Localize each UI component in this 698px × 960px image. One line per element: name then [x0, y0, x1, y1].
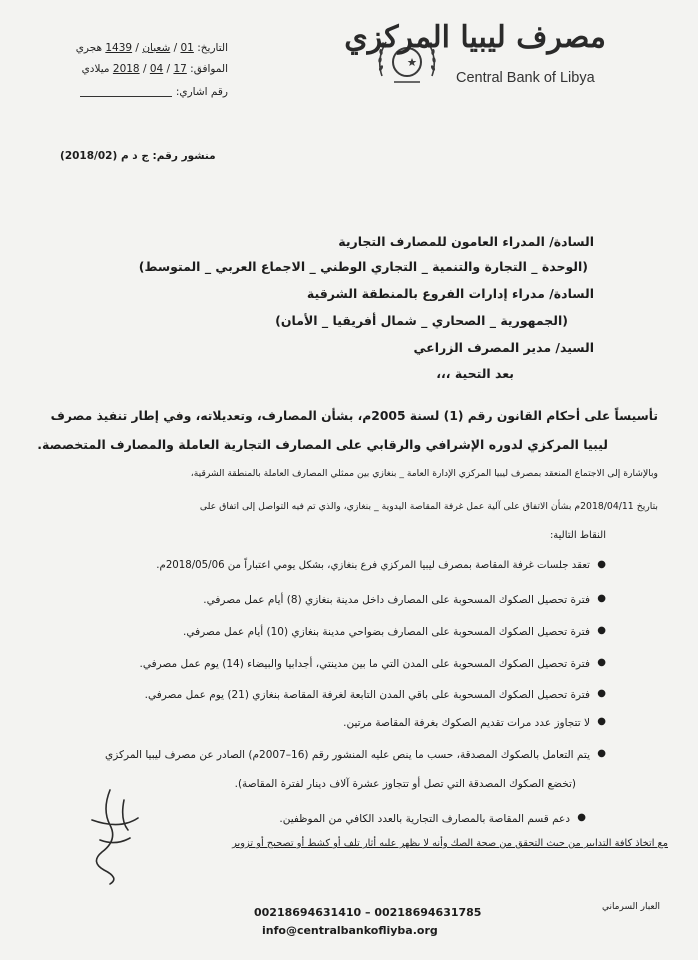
intro-line: ليبيا المركزي لدوره الإشرافي والرقابي على المصارف التجارية العاملة والمصارف المتخصصة.: [37, 437, 608, 452]
bullet-icon: ●: [597, 716, 606, 727]
meeting-line: وبالإشارة إلى الاجتماع المنعقد بمصرف ليبيا المركزي الإدارة العامة _ بنغازي بين ممثلي المصارف العاملة بالمنطقة الشرقية،: [190, 468, 658, 479]
meeting-line: النقاط التالية:: [549, 530, 606, 541]
bullet-icon: ●: [597, 688, 606, 699]
reference-number: رقم اشاري:: [80, 86, 228, 98]
list-item: ● يتم التعامل بالصكوك المصدقة، حسب ما ينص عليه المنشور رقم (16–2007م) الصادر عن مصرف ليبيا المركزي: [105, 748, 606, 761]
addressee-line: السادة/ مدراء إدارات الفروع بالمنطقة الشرقية: [306, 286, 594, 301]
list-item: ● تعقد جلسات غرفة المقاصة بمصرف ليبيا المركزي فرع بنغازي، بشكل يومي اعتباراً من 2018/05/06م.: [156, 559, 606, 571]
copy-recipients: العبار السرماني: [601, 902, 660, 912]
addressee-line: (الجمهورية _ الصحاري _ شمال أفريقيا _ الأمان): [275, 313, 568, 328]
bullet-icon: ●: [597, 657, 606, 668]
list-item: ● فترة تحصيل الصكوك المسحوبة على المصارف بضواحي مدينة بنغازي (10) أيام عمل مصرفي.: [183, 625, 606, 638]
list-item: ● فترة تحصيل الصكوك المسحوبة على المصارف داخل مدينة بنغازي (8) أيام عمل مصرفي.: [203, 593, 606, 606]
intro-line: تأسيساً على أحكام القانون رقم (1) لسنة 2005م، بشأن المصارف، وتعديلاته، وفي إطار تنفيذ مصرف: [50, 409, 658, 423]
footer-email[interactable]: info@centralbankofliyba.org: [262, 924, 438, 937]
bullet-icon: ●: [597, 593, 606, 604]
last-line: مع اتخاذ كافة التدابير من حيث التحقق من صحة الصك وأنه لا يظهر عليه أثار تلف أو كشط أو تصحيح أو تزوير: [232, 838, 668, 849]
logo-english-wordmark: Central Bank of Libya: [456, 70, 595, 86]
meeting-line: بتاريخ 2018/04/11م بشأن الاتفاق على آلية عمل غرفة المقاصة اليدوية _ بنغازي، والذي تم فيه التواصل إلى اتفاق على: [199, 501, 658, 512]
list-item: ● فترة تحصيل الصكوك المسحوبة على المدن التي ما بين مدينتي، أجدابيا والبيضاء (14) يوم عمل مصرفي.: [139, 657, 606, 670]
addressee-line: السيد/ مدير المصرف الزراعي: [413, 340, 594, 355]
list-item: ● فترة تحصيل الصكوك المسحوبة على باقي المدن التابعة لغرفة المقاصة بنغازي (21) يوم عمل مصرفي.: [144, 688, 606, 701]
logo-arabic-wordmark: مصرف ليبيا المركزي: [344, 20, 606, 55]
list-item: ● لا تتجاوز عدد مرات تقديم الصكوك بغرفة المقاصة مرتين.: [343, 716, 606, 729]
greeting: بعد التحية ،،،: [436, 366, 514, 381]
circular-number: منشور رقم: ج د م (2018/02): [60, 150, 216, 162]
list-item: ● دعم قسم المقاصة بالمصارف التجارية بالعدد الكافي من الموظفين.: [279, 812, 586, 825]
footer-phones: 00218694631410 – 00218694631785: [254, 906, 482, 919]
date-gregorian: الموافق: 17 / 04 / 2018 ميلادي: [81, 63, 228, 75]
bullet-icon: ●: [597, 748, 606, 759]
addressee-line: السادة/ المدراء العامون للمصارف التجارية: [338, 234, 594, 249]
addressee-line: (الوحدة _ التجارة والتنمية _ التجاري الوطني _ الاجماع العربي _ المتوسط): [138, 259, 588, 274]
date-hijri: التاريخ: 01 / شعبان / 1439 هجري: [75, 42, 228, 54]
bullet-icon: ●: [577, 812, 586, 823]
signature: [80, 780, 150, 890]
point-note: (تخضع الصكوك المصدقة التي تصل أو تتجاوز عشرة آلاف دينار لفترة المقاصة).: [234, 778, 576, 790]
bullet-icon: ●: [597, 625, 606, 636]
bullet-icon: ●: [597, 559, 606, 570]
